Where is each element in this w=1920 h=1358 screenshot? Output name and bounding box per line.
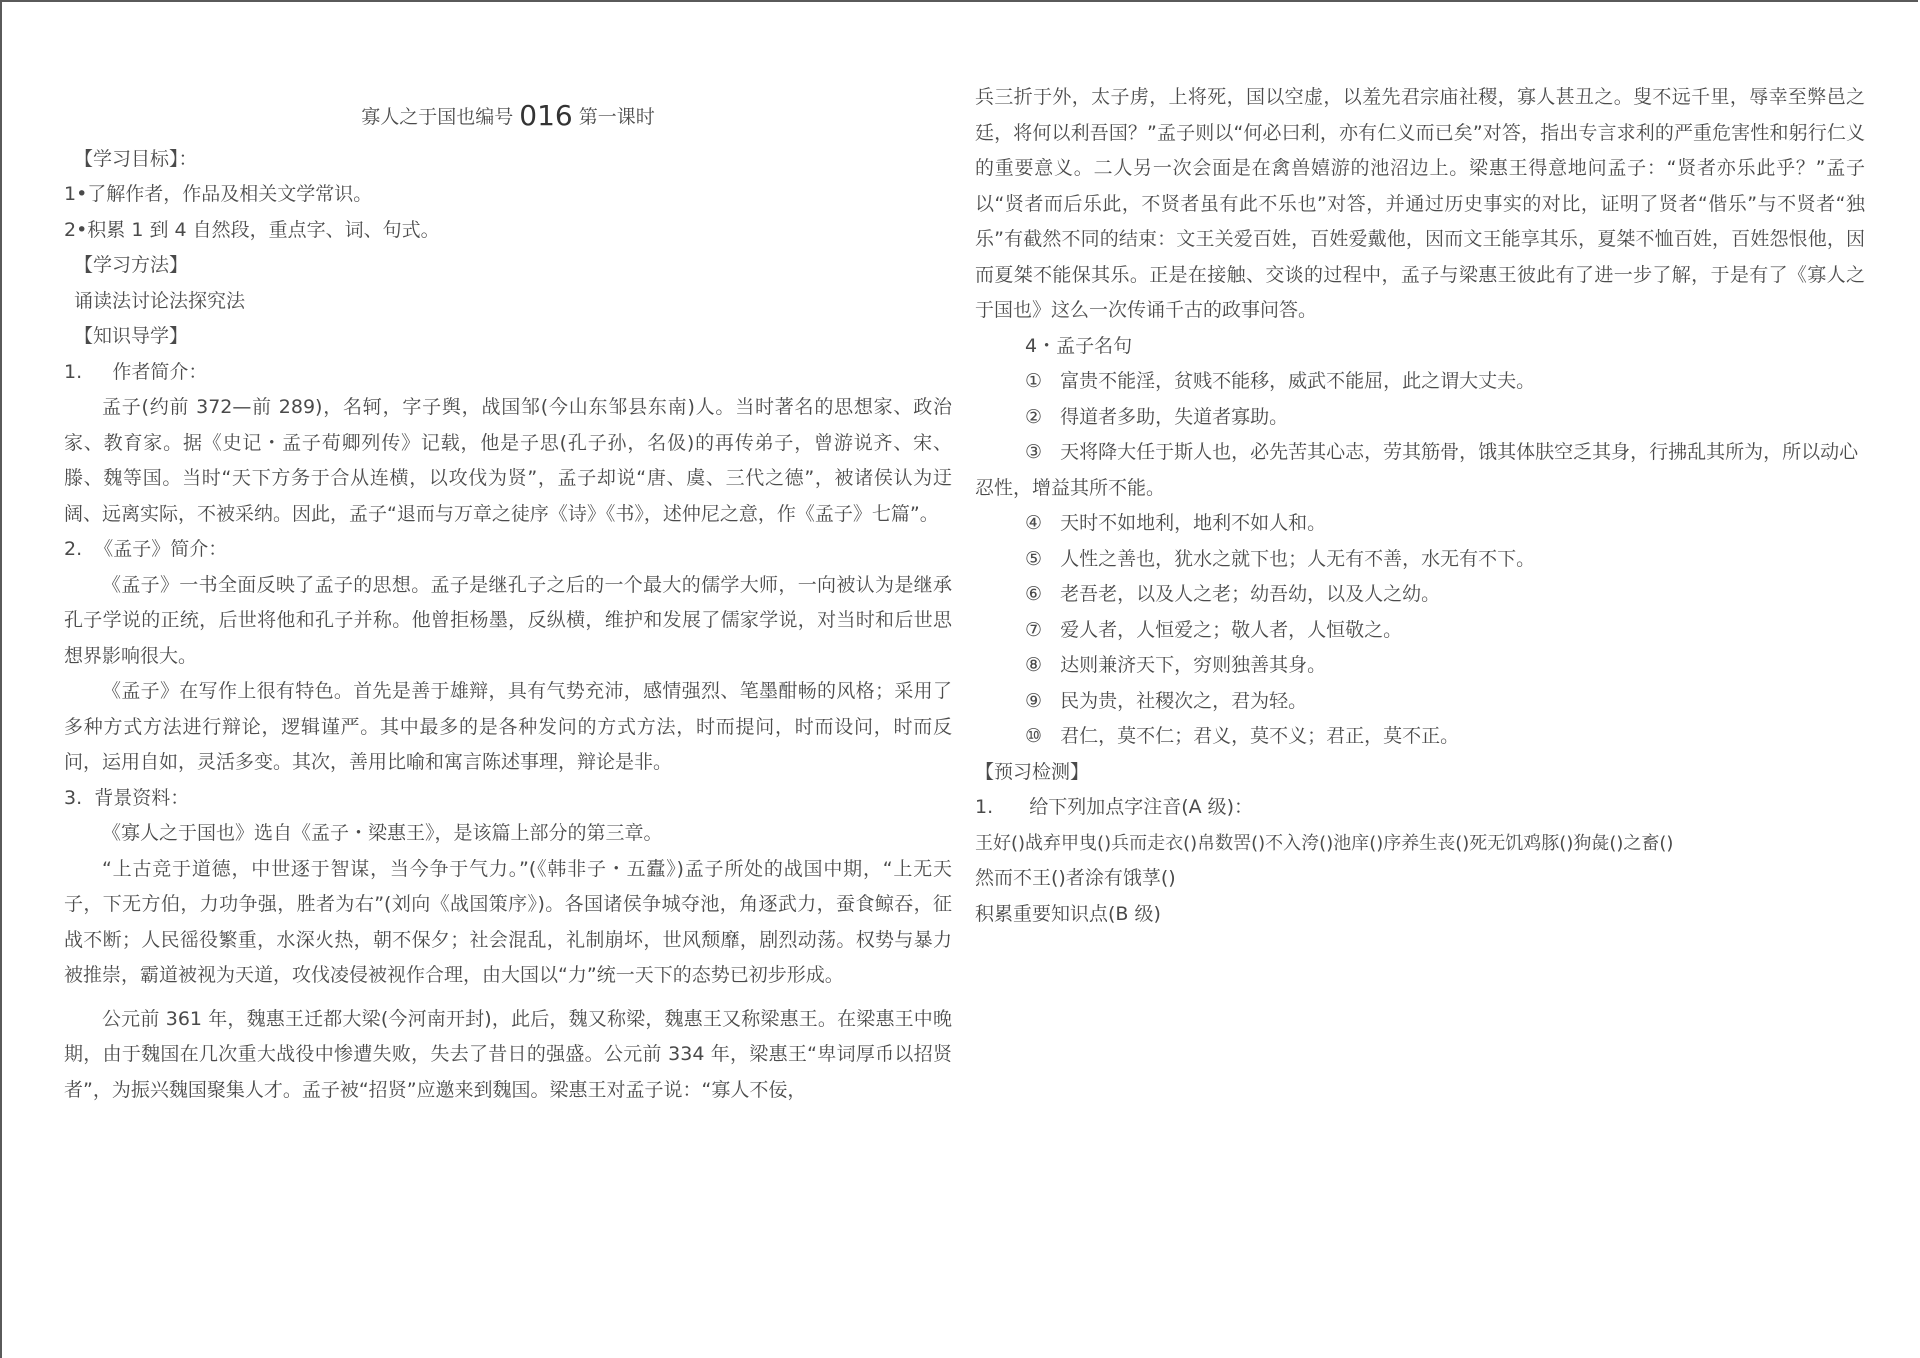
left-column	[64, 80, 952, 1108]
goal-1: 1•了解作者，作品及相关文学常识。	[64, 183, 373, 205]
background-paragraph-2: “上古竞于道德，中世逐于智谋，当今争于气力。”(《韩非子・五蠹》)孟子所处的战国中期，“上无天子，下无方伯，力功争强，胜者为右”(刘向《战国策序》)。各国诸侯争城夺池，角逐武力，蚕食鲸吞，征战不断；人民徭役繁重，水深火热，朝不保夕；社会混乱，礼制崩坏，世风颓靡，剧烈动荡。权势与暴力被推崇，霸道被视为天道，攻伐凌侵被视作合理，由大国以“力”统一天下的态势已初步形成。	[64, 857, 952, 986]
title-lesson: 第一课时	[578, 106, 655, 128]
quote-item: ⑥ 老吾老，以及人之老；幼吾幼，以及人之幼。	[1025, 583, 1441, 605]
quote-item: ③ 天将降大任于斯人也，必先苦其心志，劳其筋骨，饿其体肤空乏其身，行拂乱其所为，所以动心忍性，增益其所不能。	[975, 441, 1859, 499]
method-text: 诵读法讨论法探究法	[74, 289, 246, 312]
title-text: 寡人之于国也编号	[361, 106, 514, 128]
pinyin-line-1: 王好()战弃甲曳()兵而走衣()帛数罟()不入洿()池庠()序养生丧()死无饥鸡豚()狗彘()之畜()	[975, 832, 1674, 854]
section-3-heading: 3. 背景资料：	[64, 786, 190, 809]
question-1	[975, 790, 1865, 826]
background-paragraph-3: 公元前 361 年，魏惠王迁都大梁(今河南开封)，此后，魏又称梁，魏惠王又称梁惠王。在梁惠王中晚期，由于魏国在几次重大战役中惨遭失败，失去了昔日的强盛。公元前 334 年，梁惠王“卑词厚币以招贤者”，为振兴魏国聚集人才。孟子被“招贤”应邀来到魏国。梁惠王对孟子说：“寡人不佞，	[64, 1007, 952, 1101]
background-continued: 兵三折于外，太子虏，上将死，国以空虚，以羞先君宗庙社稷，寡人甚丑之。叟不远千里，辱幸至弊邑之廷，将何以利吾国？”孟子则以“何必曰利，亦有仁义而已矣”对答，指出专言求利的严重危害性和躬行仁义的重要意义。二人另一次会面是在禽兽嬉游的池沼边上。梁惠王得意地问孟子：“贤者亦乐此乎？”孟子以“贤者而后乐此，不贤者虽有此不乐也”对答，并通过历史事实的对比，证明了贤者“偕乐”与不贤者“独乐”有截然不同的结束：文王关爱百姓，百姓爱戴他，因而文王能享其乐，夏桀不恤百姓，百姓怨恨他，因而夏桀不能保其乐。正是在接触、交谈的过程中，孟子与梁惠王彼此有了进一步了解，于是有了《寡人之于国也》这么一次传诵千古的政事问答。	[975, 86, 1865, 321]
quote-item: ⑧ 达则兼济天下，穷则独善其身。	[1025, 654, 1327, 676]
guide-heading: 【知识导学】	[74, 325, 189, 347]
question-1-number: 1.	[975, 796, 994, 818]
quotes-list	[975, 364, 1865, 755]
page-title	[64, 98, 952, 136]
quote-item: ⑤ 人性之善也，犹水之就下也；人无有不善，水无有不下。	[1025, 547, 1536, 570]
goals-heading: 【学习目标】：	[74, 147, 198, 170]
check-heading: 【预习检测】	[975, 760, 1090, 783]
section-1-heading: 1. 作者简介：	[64, 360, 208, 383]
title-number: 016	[519, 99, 573, 132]
question-1-text: 给下列加点字注音(A 级)：	[1029, 796, 1254, 818]
quote-item: ④ 天时不如地利，地利不如人和。	[1025, 512, 1327, 534]
author-paragraph: 孟子(约前 372—前 289)，名轲，字子舆，战国邹(今山东邹县东南)人。当时著名的思想家、政治家、教育家。据《史记・孟子荀卿列传》记载，他是子思(孔子孙，名伋)的再传弟子，曾游说齐、宋、滕、魏等国。当时“天下方务于合从连横，以攻伐为贤”，孟子却说“唐、虞、三代之德”，被诸侯认为迂阔、远离实际，不被采纳。因此，孟子“退而与万章之徒序《诗》《书》，述仲尼之意，作《孟子》七篇”。	[64, 396, 952, 525]
quote-item: ② 得道者多助，失道者寡助。	[1025, 405, 1289, 428]
quote-item: ⑩ 君仁，莫不仁；君义，莫不义；君正，莫不正。	[1025, 725, 1460, 747]
book-paragraph-1: 《孟子》一书全面反映了孟子的思想。孟子是继孔子之后的一个最大的儒学大师，一向被认为是继承孔子学说的正统，后世将他和孔子并称。他曾拒杨墨，反纵横，维护和发展了儒家学说，对当时和后世思想界影响很大。	[64, 573, 952, 667]
right-column	[975, 80, 1865, 932]
section-4-heading: 4・孟子名句	[1025, 334, 1133, 357]
quote-item: ⑦ 爱人者，人恒爱之；敬人者，人恒敬之。	[1025, 618, 1403, 641]
book-paragraph-2: 《孟子》在写作上很有特色。首先是善于雄辩，具有气势充沛，感情强烈、笔墨酣畅的风格；采用了多种方式方法进行辩论，逻辑谨严。其中最多的是各种发问的方式方法，时而提问，时而设问，时而反问，运用自如，灵活多变。其次，善用比喻和寓言陈述事理，辩论是非。	[64, 680, 952, 773]
pinyin-line-2: 然而不王()者涂有饿莩()	[975, 867, 1176, 889]
goal-2: 2•积累 1 到 4 自然段，重点字、词、句式。	[64, 218, 440, 241]
method-heading: 【学习方法】	[74, 254, 189, 276]
section-2-heading: 2. 《孟子》简介：	[64, 538, 228, 560]
quote-item: ⑨ 民为贵，社稷次之，君为轻。	[1025, 689, 1308, 712]
quote-item: ① 富贵不能淫，贫贱不能移，威武不能屈，此之谓大丈夫。	[1025, 370, 1536, 392]
background-paragraph-1: 《寡人之于国也》选自《孟子・梁惠王》，是该篇上部分的第三章。	[102, 822, 663, 844]
question-2: 积累重要知识点(B 级)	[975, 902, 1161, 925]
